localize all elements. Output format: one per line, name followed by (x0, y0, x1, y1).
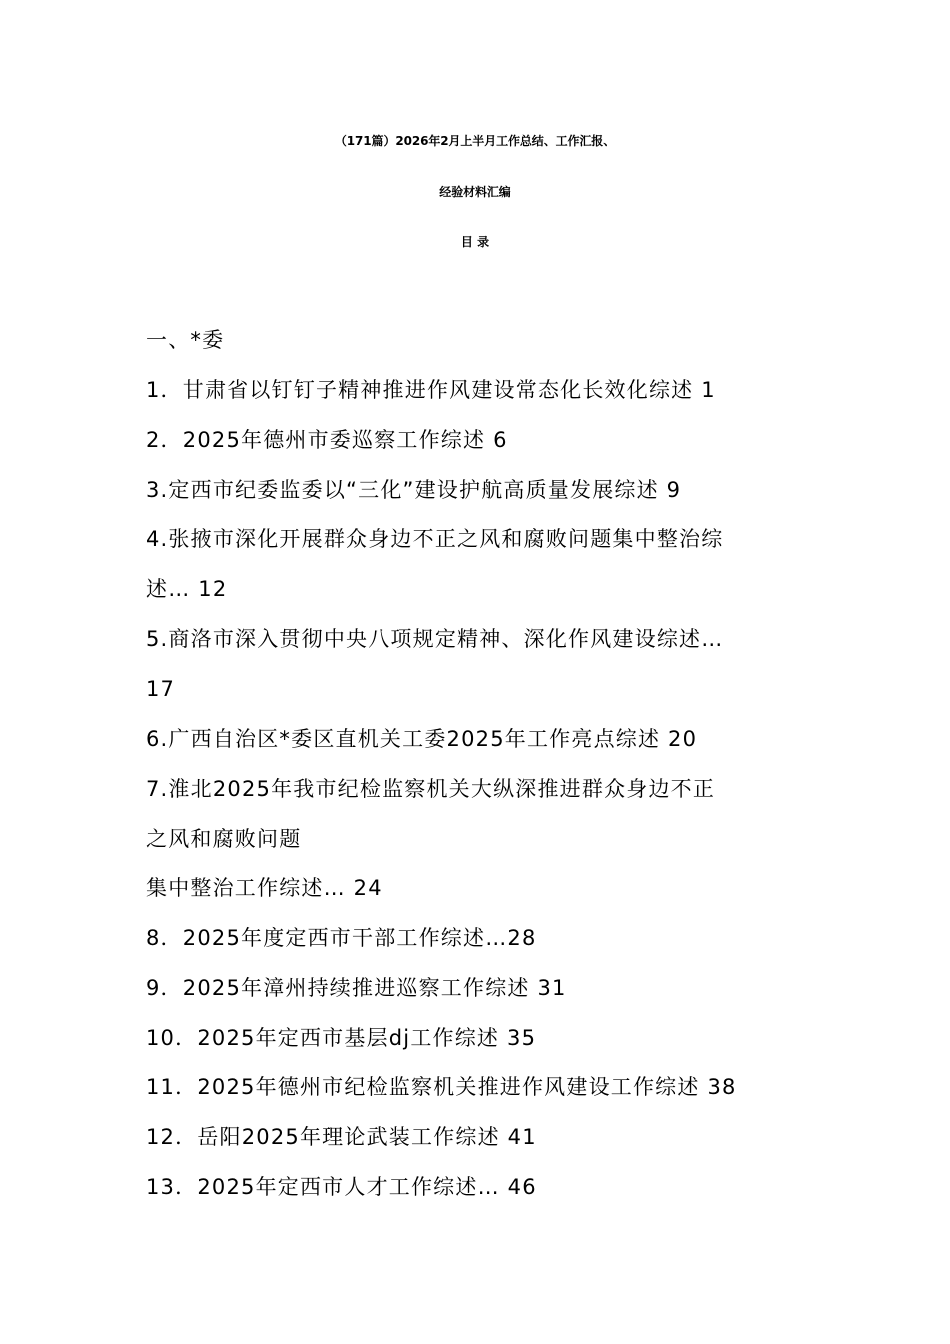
toc-entry-7-line-1[interactable]: 7.淮北2025年我市纪检监察机关大纵深推进群众身边不正 (146, 777, 716, 801)
toc-entry-1[interactable]: 1．甘肃省以钉钉子精神推进作风建设常态化长效化综述 1 (146, 378, 716, 402)
toc-entry-8[interactable]: 8．2025年度定西市干部工作综述…28 (146, 926, 537, 950)
document-title-line-1: （171篇）2026年2月上半月工作总结、工作汇报、 (334, 134, 616, 148)
toc-entry-11[interactable]: 11．2025年德州市纪检监察机关推进作风建设工作综述 38 (146, 1075, 737, 1099)
toc-entry-2[interactable]: 2．2025年德州市委巡察工作综述 6 (146, 428, 508, 452)
toc-section-heading: 一、*委 (146, 328, 225, 352)
document-title-line-2: 经验材料汇编 (439, 185, 511, 199)
toc-heading: 目 录 (460, 235, 490, 249)
toc-entry-4-line-2[interactable]: 述… 12 (146, 577, 228, 601)
toc-entry-3[interactable]: 3.定西市纪委监委以“三化”建设护航高质量发展综述 9 (146, 478, 682, 502)
toc-entry-5-line-1[interactable]: 5.商洛市深入贯彻中央八项规定精神、深化作风建设综述… (146, 627, 724, 651)
toc-entry-9[interactable]: 9．2025年漳州持续推进巡察工作综述 31 (146, 976, 567, 1000)
toc-entry-10[interactable]: 10．2025年定西市基层dj工作综述 35 (146, 1026, 537, 1050)
toc-entry-7-line-2[interactable]: 之风和腐败问题 (146, 827, 302, 851)
toc-entry-6[interactable]: 6.广西自治区*委区直机关工委2025年工作亮点综述 20 (146, 727, 698, 751)
toc-entry-13[interactable]: 13．2025年定西市人才工作综述… 46 (146, 1175, 537, 1199)
toc-entry-7-line-3[interactable]: 集中整治工作综述… 24 (146, 876, 383, 900)
toc-entry-4-line-1[interactable]: 4.张掖市深化开展群众身边不正之风和腐败问题集中整治综 (146, 527, 724, 551)
toc-entry-5-line-2[interactable]: 17 (146, 677, 176, 701)
toc-entry-12[interactable]: 12．岳阳2025年理论武装工作综述 41 (146, 1125, 537, 1149)
